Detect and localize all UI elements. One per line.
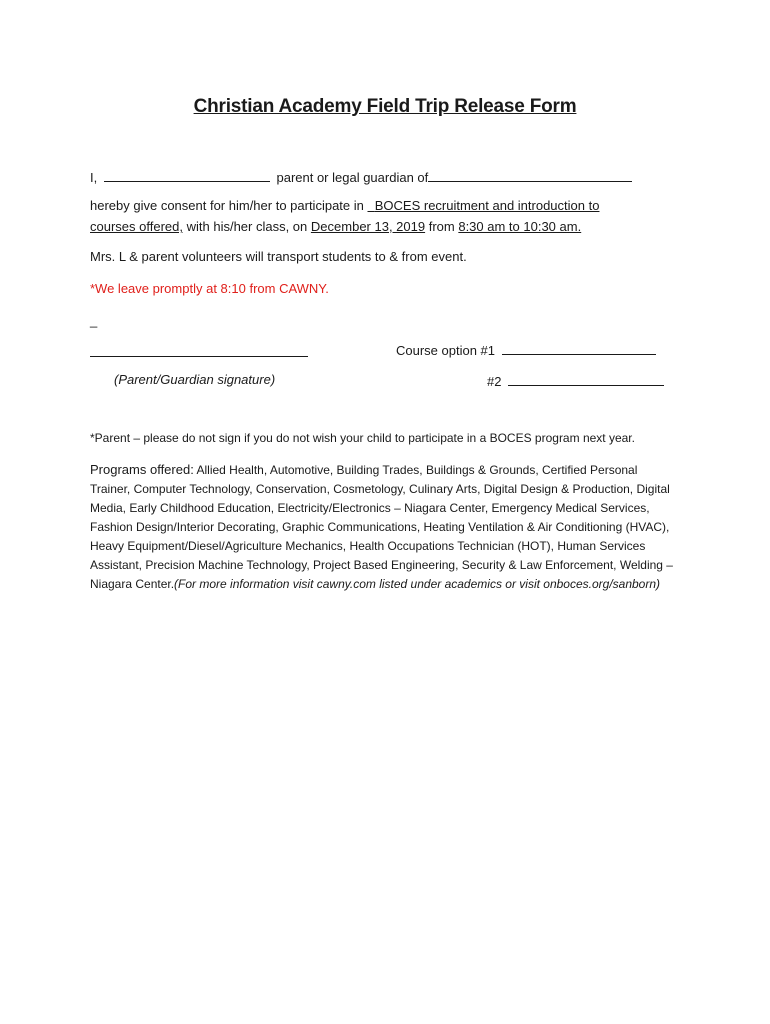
stray-mark: _ — [90, 313, 98, 328]
programs-lead: Programs offered: — [90, 462, 194, 477]
event-details-line — [90, 219, 581, 234]
programs-info: (For more information visit cawny.com listed under academics or visit onboces.org/sanborn) — [174, 577, 661, 591]
transport-note: Mrs. L & parent volunteers will transport students to & from event. — [90, 249, 467, 264]
consent-line — [90, 198, 599, 213]
signature-caption: (Parent/Guardian signature) — [114, 372, 276, 387]
event-text-2: from — [428, 219, 455, 234]
course-option-2-field[interactable] — [508, 372, 664, 386]
course-option-1-field[interactable] — [502, 341, 656, 355]
consent-prefix: hereby give consent for him/her to participate in — [90, 198, 364, 213]
guardian-name-field[interactable] — [104, 168, 270, 182]
form-title: Christian Academy Field Trip Release Form — [193, 96, 577, 117]
guardian-line — [90, 168, 635, 185]
event-name: BOCES recruitment and introduction to — [374, 198, 600, 213]
course-option-2-label: #2 — [487, 374, 502, 389]
course-option-1-label: Course option #1 — [396, 343, 496, 358]
signature-field[interactable] — [90, 356, 308, 357]
event-text-1: with his/her class, on — [186, 219, 308, 234]
leave-notice: *We leave promptly at 8:10 from CAWNY. — [90, 281, 329, 296]
event-date: December 13, 2019 — [310, 219, 426, 234]
course-option-2-row — [487, 372, 667, 389]
programs-paragraph — [90, 460, 680, 594]
guardian-prefix: I, — [90, 170, 98, 185]
event-time: 8:30 am to 10:30 am. — [458, 219, 582, 234]
parent-note: *Parent – please do not sign if you do not wish your child to participate in a BOCES program next year. — [90, 431, 635, 445]
programs-list: Allied Health, Automotive, Building Trades, Buildings & Grounds, Certified Personal Trainer, Computer Technology, Conservation, Cosmetology, Culinary Arts, Digital Design & Production, Digital Media, Early Childhood Education, Electricity/Electronics – Niagara Center, Emergency Medical Services, Fashion Design/Interior Decorating, Graphic Communications, Heating Ventilation & Air Conditioning (HVAC), Heavy Equipment/Diesel/Agriculture Mechanics, Health Occupations Technician (HOT), Human Services Assistant, Precision Machine Technology, Project Based Engineering, Security & Law Enforcement, Welding – Niagara Center. — [90, 463, 673, 591]
event-name-cont: courses offered, — [90, 219, 183, 234]
course-option-1-row — [396, 341, 659, 358]
guardian-line-middle: parent or legal guardian of — [276, 170, 429, 185]
student-name-field[interactable] — [428, 168, 632, 182]
